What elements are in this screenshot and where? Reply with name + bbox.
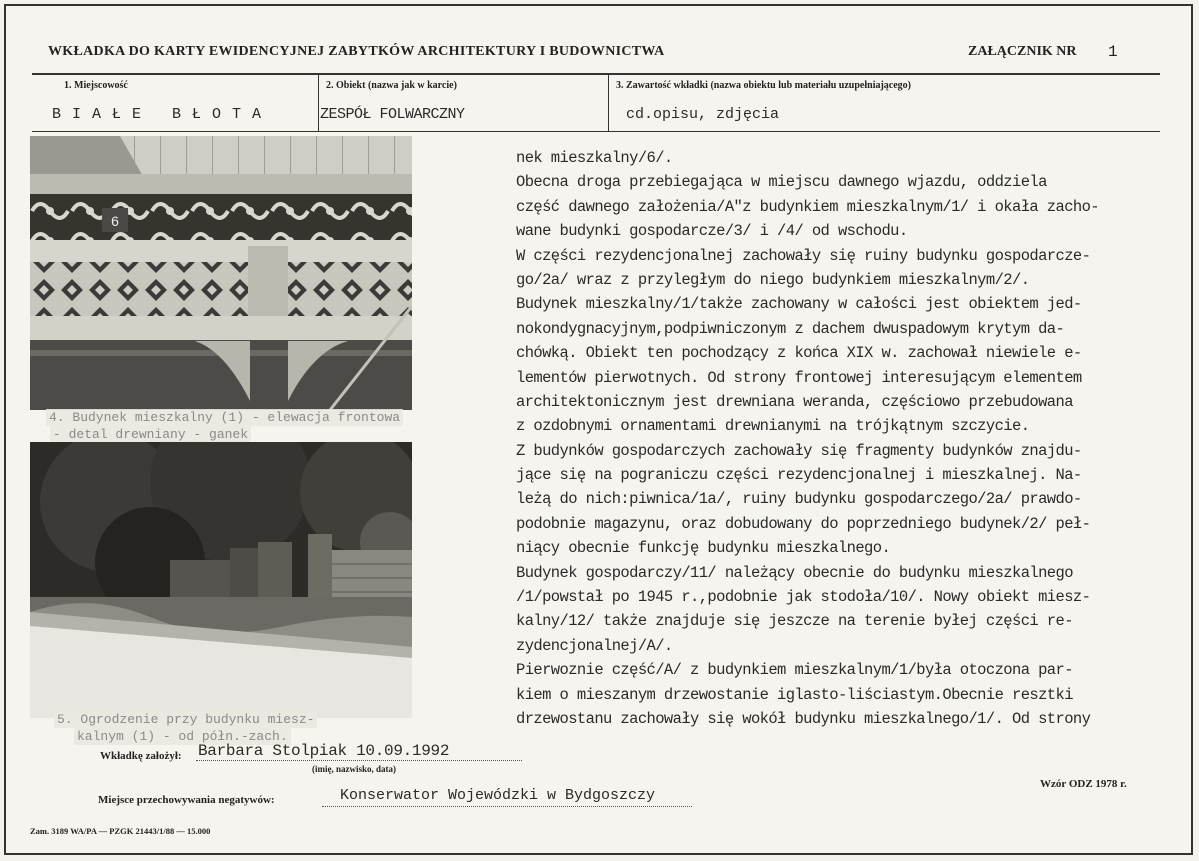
author-label: Wkładkę założył: [100,750,182,762]
veranda-detail-image [30,136,412,410]
header-rule [32,73,1160,75]
description-line: Z budynków gospodarczych zachowały się fragmenty budynków znajdu- [516,441,1082,460]
content-value: cd.opisu, zdjęcia [626,106,780,123]
description-line: W części rezydencjonalnej zachowały się ruiny budynku gospodarcze- [516,246,1091,265]
svg-text:6: 6 [111,213,119,229]
description-line: część dawnego założenia/A"z budynkiem mieszkalnym/1/ i okała zacho- [516,197,1100,216]
description-line: nokondygnacyjnym,podpiwniczonym z dachem dwuspadowym krytym da- [516,319,1065,338]
author-dotted-line [196,760,522,761]
attachment-number: 1 [1108,43,1118,61]
fields-bottom-rule [32,131,1160,132]
description-line: jące się na pograniczu części rezydencjonalnej i mieszkalnej. Na- [516,466,1082,485]
description-line: z ozdobnymi ornamentami drewnianymi na trójkątnym szczycie. [516,417,1030,436]
photo2-caption-line1: 5. Ogrodzenie przy budynku miesz- [54,711,317,728]
place-label: 1. Miejscowość [64,80,128,91]
description-line: Obecna droga przebiegająca w miejscu dawnego wjazdu, oddziela [516,173,1047,192]
photo1-caption-line1: 4. Budynek mieszkalny (1) - elewacja frontowa [46,409,403,426]
description-line: niący obecnie funkcję budynku mieszkalnego. [516,539,891,558]
negatives-label: Miejsce przechowywania negatywów: [98,794,275,806]
description-line: kalny/12/ także znajduje się jeszcze na terenie byłej części re- [516,612,1073,631]
description-line: drzewostanu zachowały się wokół budynku mieszkalnego/1/. Od strony [516,709,1091,728]
fence-image [30,442,412,718]
photo-veranda-detail [30,136,412,410]
form-title: WKŁADKA DO KARTY EWIDENCYJNEJ ZABYTKÓW ARCHITEKTURY I BUDOWNICTWA [48,44,665,59]
description-line: chówką. Obiekt ten pochodzący z końca XIX w. zachował niewiele e- [516,344,1082,363]
form-reference: Wzór ODZ 1978 r. [1040,778,1127,790]
description-line: /1/powstał po 1945 r.,podobnie jak stodoła/10/. Nowy obiekt miesz- [516,588,1091,607]
photo-fence [30,442,412,718]
description-line: kiem o mieszanym drzewostanie iglasto-liściastym.Obecnie resztki [516,685,1073,704]
field-divider-2 [608,75,609,131]
object-label: 2. Obiekt (nazwa jak w karcie) [326,80,457,91]
author-value: Barbara Stolpiak 10.09.1992 [198,742,450,760]
print-info: Zam. 3189 WA/PA — PZGK 21443/1/88 — 15.000 [30,826,211,836]
negatives-value: Konserwator Wojewódzki w Bydgoszczy [340,787,656,804]
description-line: leżą do nich:piwnica/1a/, ruiny budynku gospodarczego/2a/ prawdo- [516,490,1082,509]
description-line: nek mieszkalny/6/. [516,149,673,167]
description-line: Pierwoznie część/A/ z budynkiem mieszkalnym/1/była otoczona par- [516,661,1073,680]
description-line: go/2a/ wraz z przyległym do niego budynkiem mieszkalnym/2/. [516,270,1030,289]
photo1-caption-line2: - detal drewniany - ganek [50,426,251,443]
description-line: zydencjonalnej/A/. [516,636,673,655]
description-line: podobnie magazynu, oraz dobudowany do poprzedniego budynek/2/ peł- [516,514,1091,533]
photo2-caption-line2: kalnym (1) - od półn.-zach. [74,728,291,745]
author-hint: (imię, nazwisko, data) [312,764,396,774]
attachment-label: ZAŁĄCZNIK NR [968,44,1077,59]
field-divider-1 [318,75,319,131]
description-line: architektonicznym jest drewniana weranda, częściowo przebudowana [516,392,1073,411]
negatives-dotted-line [322,806,692,807]
description-line: lementów pierwotnych. Od strony frontowej interesującym elementem [516,368,1082,387]
object-value: ZESPÓŁ FOLWARCZNY [320,106,465,123]
description-line: Budynek gospodarczy/11/ należący obecnie do budynku mieszkalnego [516,563,1073,582]
place-value: B I A Ł E B Ł O T A [52,106,263,123]
description-line: wane budynki gospodarcze/3/ i /4/ od wschodu. [516,222,908,241]
description-text [516,146,1191,731]
content-label: 3. Zawartość wkładki (nazwa obiektu lub materiału uzupełniającego) [616,80,912,91]
description-line: Budynek mieszkalny/1/także zachowany w całości jest obiektem jed- [516,295,1082,314]
